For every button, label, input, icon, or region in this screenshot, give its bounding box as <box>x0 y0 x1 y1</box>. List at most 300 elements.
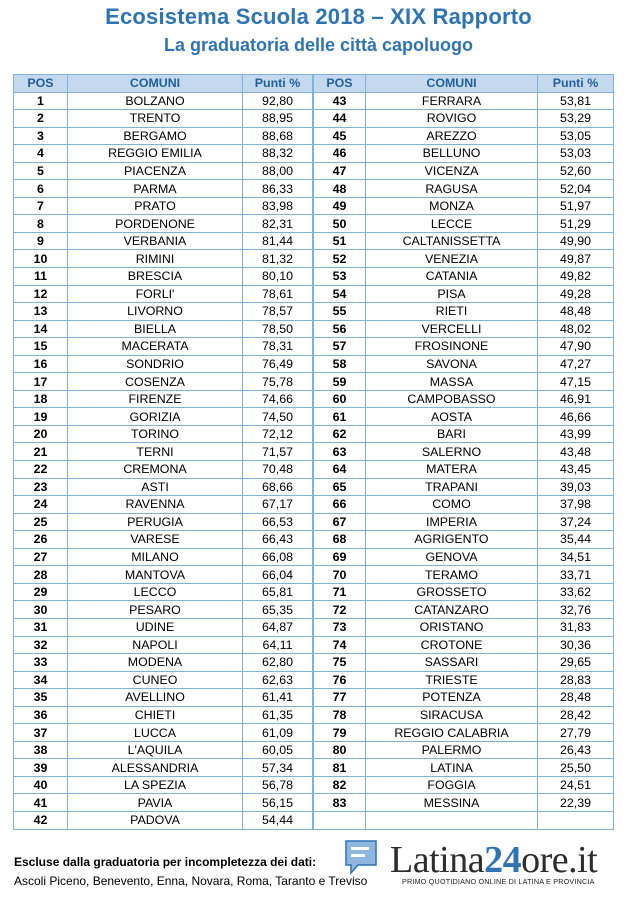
rank-cell: 6 <box>14 180 68 198</box>
score-cell: 65,81 <box>243 583 313 601</box>
score-cell: 46,91 <box>538 390 614 408</box>
score-cell: 32,76 <box>538 601 614 619</box>
table-row <box>314 408 614 426</box>
table-row <box>14 443 313 461</box>
city-cell: LECCO <box>68 583 243 601</box>
table-row <box>14 197 313 215</box>
city-cell: PADOVA <box>68 811 243 829</box>
rank-cell: 65 <box>314 478 366 496</box>
score-cell: 81,44 <box>243 232 313 250</box>
score-cell: 66,53 <box>243 513 313 531</box>
score-cell: 31,83 <box>538 618 614 636</box>
table-row <box>14 513 313 531</box>
city-cell: TERAMO <box>366 566 538 584</box>
city-cell: LUCCA <box>68 724 243 742</box>
rank-cell: 53 <box>314 268 366 286</box>
score-cell: 75,78 <box>243 373 313 391</box>
table-row <box>314 636 614 654</box>
city-cell: ORISTANO <box>366 618 538 636</box>
city-cell: PESARO <box>68 601 243 619</box>
city-cell: BIELLA <box>68 320 243 338</box>
score-cell: 48,02 <box>538 320 614 338</box>
score-cell: 64,11 <box>243 636 313 654</box>
score-cell: 28,42 <box>538 706 614 724</box>
city-cell: LATINA <box>366 759 538 777</box>
score-cell: 78,31 <box>243 338 313 356</box>
city-cell: BERGAMO <box>68 127 243 145</box>
table-row <box>14 390 313 408</box>
table-row <box>314 215 614 233</box>
score-cell: 62,63 <box>243 671 313 689</box>
city-cell: RAGUSA <box>366 180 538 198</box>
table-row <box>14 162 313 180</box>
city-cell: VERBANIA <box>68 232 243 250</box>
table-row <box>314 496 614 514</box>
table-row <box>14 583 313 601</box>
page-subtitle: La graduatoria delle città capoluogo <box>163 35 474 55</box>
table-row <box>14 601 313 619</box>
score-cell: 88,00 <box>243 162 313 180</box>
score-cell: 65,35 <box>243 601 313 619</box>
city-cell: SALERNO <box>366 443 538 461</box>
rank-cell: 37 <box>14 724 68 742</box>
rank-cell: 14 <box>14 320 68 338</box>
table-row <box>14 355 313 373</box>
city-cell: CATANZARO <box>366 601 538 619</box>
score-cell: 53,29 <box>538 110 614 128</box>
score-cell: 81,32 <box>243 250 313 268</box>
rank-cell: 72 <box>314 601 366 619</box>
city-cell: PIACENZA <box>68 162 243 180</box>
city-cell: PISA <box>366 285 538 303</box>
city-cell: AREZZO <box>366 127 538 145</box>
rank-cell: 64 <box>314 461 366 479</box>
table-row <box>14 461 313 479</box>
header-punti: Punti % <box>243 75 313 93</box>
rank-cell: 21 <box>14 443 68 461</box>
rank-cell: 11 <box>14 268 68 286</box>
rank-cell: 60 <box>314 390 366 408</box>
city-cell: COSENZA <box>68 373 243 391</box>
city-cell: FOGGIA <box>366 776 538 794</box>
city-cell: MANTOVA <box>68 566 243 584</box>
score-cell: 82,31 <box>243 215 313 233</box>
table-row <box>14 320 313 338</box>
table-row <box>314 513 614 531</box>
score-cell: 28,83 <box>538 671 614 689</box>
table-row <box>314 759 614 777</box>
rank-cell: 20 <box>14 425 68 443</box>
rank-cell: 4 <box>14 145 68 163</box>
table-row <box>314 180 614 198</box>
city-cell: PAVIA <box>68 794 243 812</box>
header-comuni: COMUNI <box>68 75 243 93</box>
score-cell: 61,41 <box>243 689 313 707</box>
table-row <box>314 461 614 479</box>
score-cell: 66,04 <box>243 566 313 584</box>
score-cell: 57,34 <box>243 759 313 777</box>
city-cell: FIRENZE <box>68 390 243 408</box>
city-cell: GROSSETO <box>366 583 538 601</box>
city-cell: ALESSANDRIA <box>68 759 243 777</box>
table-row <box>314 425 614 443</box>
rank-cell: 24 <box>14 496 68 514</box>
score-cell: 62,80 <box>243 654 313 672</box>
score-cell: 39,03 <box>538 478 614 496</box>
chat-bubble-icon <box>342 838 382 876</box>
table-row <box>14 338 313 356</box>
score-cell: 61,35 <box>243 706 313 724</box>
rank-cell: 79 <box>314 724 366 742</box>
rank-cell: 17 <box>14 373 68 391</box>
score-cell: 66,43 <box>243 531 313 549</box>
rank-cell: 73 <box>314 618 366 636</box>
rank-cell: 69 <box>314 548 366 566</box>
score-cell: 80,10 <box>243 268 313 286</box>
empty-cell <box>314 811 366 829</box>
header-pos: POS <box>314 75 366 93</box>
logo-text-after: ore.it <box>521 839 598 881</box>
table-row <box>314 601 614 619</box>
table-row <box>14 636 313 654</box>
logo-text-number: 24 <box>484 839 522 881</box>
rank-cell: 71 <box>314 583 366 601</box>
city-cell: IMPERIA <box>366 513 538 531</box>
score-cell: 64,87 <box>243 618 313 636</box>
rank-cell: 75 <box>314 654 366 672</box>
rank-cell: 45 <box>314 127 366 145</box>
header-comuni: COMUNI <box>366 75 538 93</box>
rank-cell: 3 <box>14 127 68 145</box>
city-cell: REGGIO EMILIA <box>68 145 243 163</box>
rank-cell: 52 <box>314 250 366 268</box>
score-cell: 76,49 <box>243 355 313 373</box>
ranking-table-left <box>13 74 313 830</box>
city-cell: SASSARI <box>366 654 538 672</box>
score-cell: 53,81 <box>538 92 614 110</box>
city-cell: L'AQUILA <box>68 741 243 759</box>
rank-cell: 46 <box>314 145 366 163</box>
score-cell: 43,99 <box>538 425 614 443</box>
score-cell: 70,48 <box>243 461 313 479</box>
rank-cell: 59 <box>314 373 366 391</box>
score-cell: 54,44 <box>243 811 313 829</box>
city-cell: VICENZA <box>366 162 538 180</box>
rank-cell: 66 <box>314 496 366 514</box>
table-row <box>14 425 313 443</box>
table-row <box>314 671 614 689</box>
rank-cell: 43 <box>314 92 366 110</box>
score-cell: 78,57 <box>243 303 313 321</box>
city-cell: VERCELLI <box>366 320 538 338</box>
city-cell: PRATO <box>68 197 243 215</box>
score-cell: 30,36 <box>538 636 614 654</box>
city-cell: MATERA <box>366 461 538 479</box>
score-cell: 47,27 <box>538 355 614 373</box>
table-row <box>14 408 313 426</box>
score-cell: 46,66 <box>538 408 614 426</box>
city-cell: PORDENONE <box>68 215 243 233</box>
table-row <box>14 373 313 391</box>
score-cell: 51,29 <box>538 215 614 233</box>
rank-cell: 12 <box>14 285 68 303</box>
table-row <box>314 531 614 549</box>
table-row <box>314 355 614 373</box>
city-cell: CAMPOBASSO <box>366 390 538 408</box>
table-row <box>314 145 614 163</box>
city-cell: MODENA <box>68 654 243 672</box>
score-cell: 33,62 <box>538 583 614 601</box>
city-cell: AGRIGENTO <box>366 531 538 549</box>
rank-cell: 36 <box>14 706 68 724</box>
city-cell: VARESE <box>68 531 243 549</box>
logo-wordmark <box>390 838 597 882</box>
city-cell: PARMA <box>68 180 243 198</box>
score-cell: 48,48 <box>538 303 614 321</box>
rank-cell: 57 <box>314 338 366 356</box>
rank-cell: 16 <box>14 355 68 373</box>
table-row <box>314 566 614 584</box>
rank-cell: 1 <box>14 92 68 110</box>
rank-cell: 8 <box>14 215 68 233</box>
table-row <box>314 689 614 707</box>
score-cell: 52,04 <box>538 180 614 198</box>
table-row <box>314 373 614 391</box>
score-cell: 88,32 <box>243 145 313 163</box>
city-cell: SONDRIO <box>68 355 243 373</box>
table-row <box>14 145 313 163</box>
header-punti: Punti % <box>538 75 614 93</box>
header-pos: POS <box>14 75 68 93</box>
city-cell: TORINO <box>68 425 243 443</box>
score-cell: 37,24 <box>538 513 614 531</box>
rank-cell: 7 <box>14 197 68 215</box>
rank-cell: 35 <box>14 689 68 707</box>
score-cell: 28,48 <box>538 689 614 707</box>
city-cell: CATANIA <box>366 268 538 286</box>
city-cell: CREMONA <box>68 461 243 479</box>
table-header-row <box>314 75 614 93</box>
score-cell: 27,79 <box>538 724 614 742</box>
table-row <box>14 724 313 742</box>
rank-cell: 33 <box>14 654 68 672</box>
rank-cell: 78 <box>314 706 366 724</box>
site-logo[interactable] <box>334 832 634 892</box>
table-row <box>314 548 614 566</box>
table-row <box>314 162 614 180</box>
rank-cell: 30 <box>14 601 68 619</box>
city-cell: FERRARA <box>366 92 538 110</box>
score-cell: 43,45 <box>538 461 614 479</box>
table-row <box>14 811 313 829</box>
rank-cell: 22 <box>14 461 68 479</box>
score-cell: 92,80 <box>243 92 313 110</box>
table-row <box>14 478 313 496</box>
table-row <box>14 215 313 233</box>
score-cell: 56,78 <box>243 776 313 794</box>
score-cell: 88,95 <box>243 110 313 128</box>
city-cell: PERUGIA <box>68 513 243 531</box>
rank-cell: 27 <box>14 548 68 566</box>
rank-cell: 68 <box>314 531 366 549</box>
city-cell: SIRACUSA <box>366 706 538 724</box>
table-row <box>314 618 614 636</box>
city-cell: LIVORNO <box>68 303 243 321</box>
table-row <box>14 92 313 110</box>
rank-cell: 74 <box>314 636 366 654</box>
table-row <box>14 110 313 128</box>
empty-cell <box>538 811 614 829</box>
score-cell: 49,82 <box>538 268 614 286</box>
score-cell: 74,66 <box>243 390 313 408</box>
page-title: Ecosistema Scuola 2018 – XIX Rapporto <box>105 4 532 29</box>
rank-cell: 83 <box>314 794 366 812</box>
rank-cell: 41 <box>14 794 68 812</box>
rank-cell: 62 <box>314 425 366 443</box>
city-cell: LECCE <box>366 215 538 233</box>
table-row <box>314 390 614 408</box>
city-cell: ROVIGO <box>366 110 538 128</box>
city-cell: MONZA <box>366 197 538 215</box>
rank-cell: 25 <box>14 513 68 531</box>
table-row <box>314 741 614 759</box>
city-cell: COMO <box>366 496 538 514</box>
table-row <box>14 706 313 724</box>
empty-cell <box>366 811 538 829</box>
table-row <box>14 741 313 759</box>
city-cell: AOSTA <box>366 408 538 426</box>
score-cell: 34,51 <box>538 548 614 566</box>
score-cell: 47,90 <box>538 338 614 356</box>
city-cell: RIMINI <box>68 250 243 268</box>
city-cell: TERNI <box>68 443 243 461</box>
rank-cell: 48 <box>314 180 366 198</box>
rank-cell: 47 <box>314 162 366 180</box>
rank-cell: 29 <box>14 583 68 601</box>
table-row <box>314 706 614 724</box>
score-cell: 26,43 <box>538 741 614 759</box>
table-row <box>314 268 614 286</box>
rank-cell: 2 <box>14 110 68 128</box>
logo-text-before: Latina <box>390 839 485 881</box>
rank-cell: 18 <box>14 390 68 408</box>
table-row <box>314 303 614 321</box>
rank-cell: 26 <box>14 531 68 549</box>
table-row <box>314 654 614 672</box>
city-cell: CALTANISSETTA <box>366 232 538 250</box>
rank-cell: 28 <box>14 566 68 584</box>
score-cell: 24,51 <box>538 776 614 794</box>
table-row <box>314 232 614 250</box>
city-cell: AVELLINO <box>68 689 243 707</box>
score-cell: 53,05 <box>538 127 614 145</box>
city-cell: VENEZIA <box>366 250 538 268</box>
rank-cell: 61 <box>314 408 366 426</box>
ranking-table-right <box>313 74 614 830</box>
score-cell: 72,12 <box>243 425 313 443</box>
empty-row <box>314 811 614 829</box>
rank-cell: 40 <box>14 776 68 794</box>
table-row <box>14 618 313 636</box>
table-row <box>314 127 614 145</box>
city-cell: RAVENNA <box>68 496 243 514</box>
city-cell: GENOVA <box>366 548 538 566</box>
score-cell: 35,44 <box>538 531 614 549</box>
table-row <box>314 724 614 742</box>
score-cell: 52,60 <box>538 162 614 180</box>
excluded-label: Escluse dalla graduatoria per incompletezza dei dati: <box>14 855 317 869</box>
score-cell: 88,68 <box>243 127 313 145</box>
table-row <box>314 478 614 496</box>
city-cell: PALERMO <box>366 741 538 759</box>
score-cell: 33,71 <box>538 566 614 584</box>
city-cell: CHIETI <box>68 706 243 724</box>
score-cell: 78,61 <box>243 285 313 303</box>
rank-cell: 42 <box>14 811 68 829</box>
table-row <box>14 285 313 303</box>
rank-cell: 70 <box>314 566 366 584</box>
score-cell: 37,98 <box>538 496 614 514</box>
table-row <box>314 250 614 268</box>
score-cell: 67,17 <box>243 496 313 514</box>
rank-cell: 51 <box>314 232 366 250</box>
table-row <box>314 583 614 601</box>
city-cell: BRESCIA <box>68 268 243 286</box>
rank-cell: 39 <box>14 759 68 777</box>
score-cell: 71,57 <box>243 443 313 461</box>
table-row <box>14 794 313 812</box>
city-cell: BOLZANO <box>68 92 243 110</box>
rank-cell: 15 <box>14 338 68 356</box>
table-row <box>314 197 614 215</box>
city-cell: MACERATA <box>68 338 243 356</box>
table-row <box>14 232 313 250</box>
city-cell: TRIESTE <box>366 671 538 689</box>
city-cell: ASTI <box>68 478 243 496</box>
rank-cell: 10 <box>14 250 68 268</box>
score-cell: 60,05 <box>243 741 313 759</box>
rank-cell: 31 <box>14 618 68 636</box>
rank-cell: 32 <box>14 636 68 654</box>
score-cell: 25,50 <box>538 759 614 777</box>
table-row <box>14 268 313 286</box>
table-row <box>14 250 313 268</box>
score-cell: 29,65 <box>538 654 614 672</box>
score-cell: 78,50 <box>243 320 313 338</box>
table-row <box>14 566 313 584</box>
score-cell: 51,97 <box>538 197 614 215</box>
score-cell: 22,39 <box>538 794 614 812</box>
table-row <box>14 548 313 566</box>
table-row <box>314 443 614 461</box>
city-cell: CROTONE <box>366 636 538 654</box>
rank-cell: 5 <box>14 162 68 180</box>
city-cell: SAVONA <box>366 355 538 373</box>
city-cell: GORIZIA <box>68 408 243 426</box>
table-row <box>14 127 313 145</box>
city-cell: TRENTO <box>68 110 243 128</box>
score-cell: 49,28 <box>538 285 614 303</box>
score-cell: 49,87 <box>538 250 614 268</box>
table-row <box>14 776 313 794</box>
city-cell: NAPOLI <box>68 636 243 654</box>
table-row <box>314 776 614 794</box>
score-cell: 74,50 <box>243 408 313 426</box>
rank-cell: 34 <box>14 671 68 689</box>
city-cell: REGGIO CALABRIA <box>366 724 538 742</box>
table-row <box>314 285 614 303</box>
city-cell: MILANO <box>68 548 243 566</box>
